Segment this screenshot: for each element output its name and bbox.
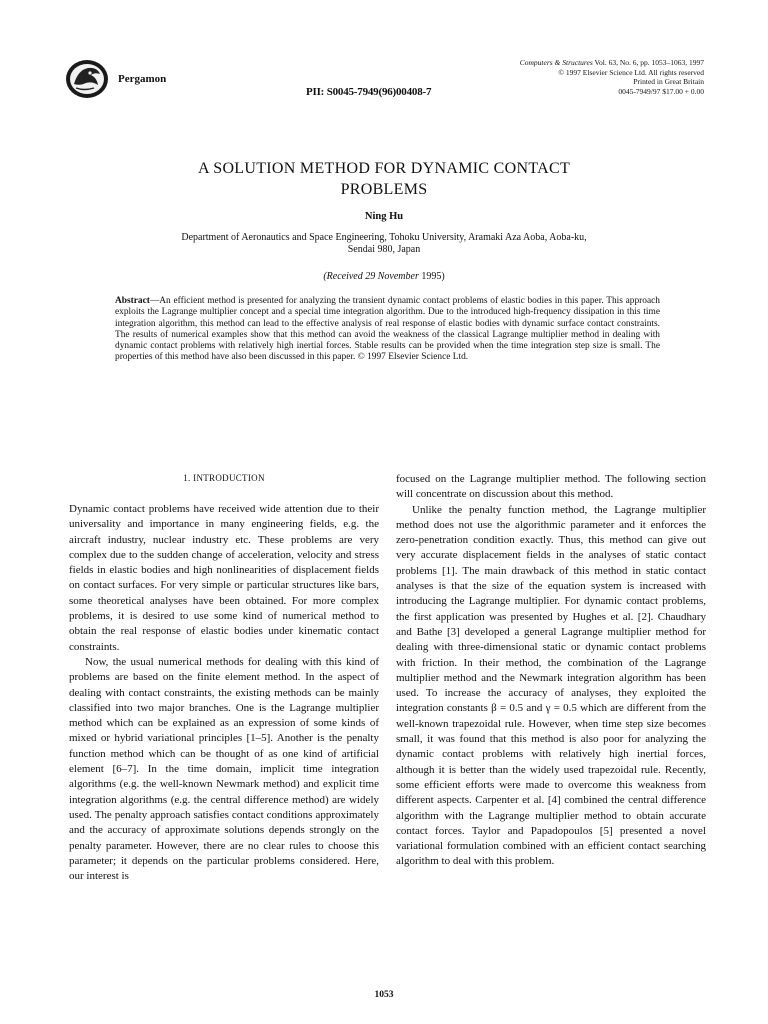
copyright-line: © 1997 Elsevier Science Ltd. All rights reserved bbox=[558, 67, 704, 77]
journal-details: Vol. 63, No. 6, pp. 1053–1063, 1997 bbox=[594, 58, 704, 67]
page-number: 1053 bbox=[374, 990, 394, 1000]
received-day-month: 29 November bbox=[365, 271, 419, 282]
journal-citation bbox=[404, 58, 704, 68]
abstract-text: —An efficient method is presented for analyzing the transient dynamic contact problems of elastic bodies in this paper. This approach exploits the Lagrange multiplier concept and a special time integration algorithm. Due to the introduced high-frequency dissipation in this time integration algorithm, this method can lead to the effective analysis of real response of elastic bodies with dynamic surface contact constraints. The results of numerical examples show that this method can avoid the weakness of the classical Lagrange multiplier method in dealing with dynamic contact problems with relatively high inertial forces. Stable results can be provided when the time integration step size is small. The properties of this method have also been discussed in this paper. © 1997 Elsevier Science Ltd. bbox=[115, 296, 660, 363]
left-column bbox=[69, 502, 379, 884]
pergamon-logo-icon bbox=[64, 58, 110, 100]
printed-line: Printed in Great Britain bbox=[633, 77, 704, 86]
abstract bbox=[115, 296, 660, 364]
affiliation-line: Sendai 980, Japan bbox=[347, 244, 421, 255]
journal-info bbox=[404, 58, 704, 96]
affiliation-line: Department of Aeronautics and Space Engineering, Tohoku University, Aramaki Aza Aoba, Aoba-ku, bbox=[181, 232, 587, 243]
journal-name: Computers & Structures bbox=[519, 58, 593, 67]
paragraph: Dynamic contact problems have received wide attention due to their universality and importance in many engineering fields, e.g. the aircraft industry, nuclear industry etc. These problems are very complex due to the sudden change of acceleration, velocity and stress fields in elastic bodies and high nonlinearities of displacement fields on contact surfaces. For very simple or particular structures like bars, some theoretical analyses have been obtained. For more complex problems, it is desired to use some kind of numerical method to obtain the real response of elastic bodies under kinematic contact constraints. bbox=[69, 503, 379, 653]
issn-price: 0045-7949/97 $17.00 + 0.00 bbox=[618, 86, 704, 96]
received-date bbox=[80, 271, 688, 282]
author-name: Ning Hu bbox=[364, 211, 404, 222]
paper-title bbox=[80, 158, 688, 200]
abstract-label: Abstract bbox=[115, 296, 150, 306]
paragraph: Now, the usual numerical methods for dealing with this kind of problems are based on the finite element method. In the aspect of dealing with contact constraints, the existing methods can be mainly classified into two major branches. One is the Lagrange multiplier method which can be explained as an expression of some kinds of mixed or hybrid variational principles [1–5]. Another is the penalty function method which can be thought of as one kind of artificial element [6–7]. In the time domain, implicit time integration algorithms (e.g. the well-known Newmark method) and explicit time integration algorithms (e.g. the central difference method) are widely used. The penalty approach satisfies contact conditions approximately and the accuracy of approximate solutions depends strongly on the penalty parameter. However, there are no clear rules to choose this parameter; it depends on the particular problems considered. Here, our interest is bbox=[69, 655, 379, 883]
right-column bbox=[396, 472, 706, 870]
author-affiliation bbox=[100, 232, 668, 256]
title-line: PROBLEMS bbox=[340, 181, 428, 198]
received-year: 1995) bbox=[421, 271, 445, 282]
pii-identifier: PII: S0045-7949(96)00408-7 bbox=[306, 86, 432, 98]
section-heading: 1. INTRODUCTION bbox=[183, 473, 265, 483]
paragraph: Unlike the penalty function method, the Lagrange multiplier method does not use the algorithmic parameter and it enforces the zero-penetration condition exactly. Thus, this method can give out very accurate displacement fields in the analyses of static contact problems [1]. The main drawback of this method in static contact analyses is that the size of the equation system is increased with introducing the Lagrange multiplier. For dynamic contact problems, the first application was presented by Hughes et al. [2]. Chaudhary and Bathe [3] developed a general Lagrange multiplier method for dealing with three-dimensional static or dynamic contact problems with friction. In their method, the combination of the Lagrange multiplier method and the Newmark integration algorithm has been used. To increase the accuracy of analyses, they exploited the integration constants β = 0.5 and γ = 0.5 which are different from the well-known trapezoidal rule. However, when time step size becomes small, it was found that this method is also poor for analyzing the dynamic contact problems with relatively high inertial forces, although it is better than the widely used trapezoidal rule. Recently, some efficient efforts were made to overcome this weakness from different aspects. Carpenter et al. [4] combined the central difference algorithm with the Lagrange multiplier method to obtain accurate contact forces. Taylor and Papadopoulos [5] presented a novel variational formulation combined with an efficient contact searching algorithm to deal with this problem. bbox=[396, 503, 706, 868]
publisher-name: Pergamon bbox=[118, 73, 167, 85]
paragraph: focused on the Lagrange multiplier method. The following section will concentrate on discussion about this method. bbox=[396, 473, 706, 501]
title-line: A SOLUTION METHOD FOR DYNAMIC CONTACT bbox=[197, 160, 571, 177]
received-label: (Received bbox=[323, 271, 363, 282]
